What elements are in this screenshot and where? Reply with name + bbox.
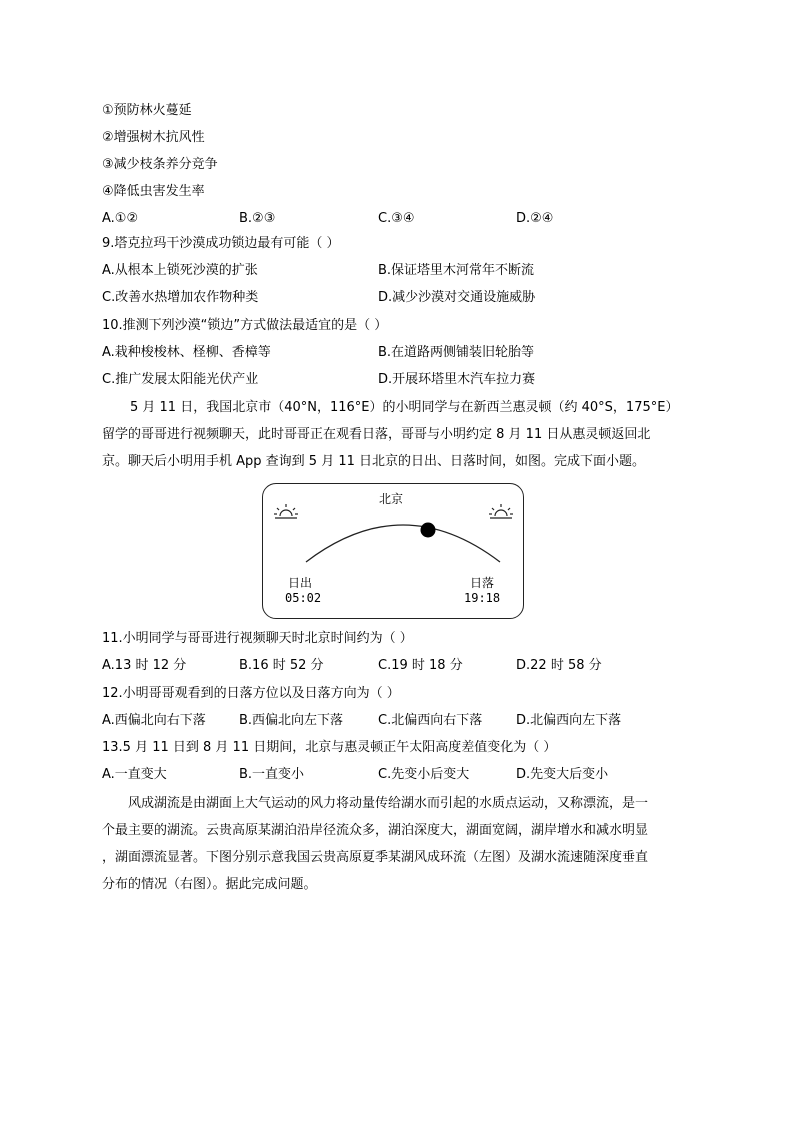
q11-choice-a[interactable]: A.13 时 12 分 [102, 658, 187, 673]
q9-choice-b[interactable]: B.保证塔里木河常年不断流 [378, 263, 535, 278]
q13-stem: 13.5 月 11 日到 8 月 11 日期间，北京与惠灵顿正午太阳高度差值变化为（ ） [102, 740, 557, 755]
q13-choice-b[interactable]: B.一直变小 [239, 767, 305, 782]
q9-stem: 9.塔克拉玛干沙漠成功锁边最有可能（ ） [102, 236, 340, 251]
q8-item-4: ④降低虫害发生率 [102, 184, 205, 199]
q8-choices [102, 210, 702, 228]
passage2-line-3: ，湖面漂流显著。下图分别示意我国云贵高原夏季某湖风成环流（左图）及湖水流速随深度垂直 [102, 850, 649, 865]
q11-choice-d[interactable]: D.22 时 58 分 [516, 658, 602, 673]
q8-choice-b[interactable]: B.②③ [239, 211, 276, 226]
q11-choices [102, 657, 702, 675]
q8-item-2: ②增强树木抗风性 [102, 130, 205, 145]
q8-choice-a[interactable]: A.①② [102, 211, 139, 226]
q12-stem: 12.小明哥哥观看到的日落方位以及日落方向为（ ） [102, 686, 400, 701]
q12-choice-d[interactable]: D.北偏西向左下落 [516, 713, 622, 728]
q12-choice-b[interactable]: B.西偏北向左下落 [239, 713, 344, 728]
q13-choices [102, 766, 702, 784]
sun-path-diagram [262, 483, 524, 619]
q8-item-1: ①预防林火蔓延 [102, 103, 192, 118]
diagram-city-label: 北京 [379, 492, 404, 506]
sunset-label: 日落 [470, 576, 495, 590]
sunrise-label: 日出 [288, 576, 313, 590]
q8-choice-c[interactable]: C.③④ [378, 211, 415, 226]
sun-path-arc [306, 525, 500, 562]
q8-item-3: ③减少枝条养分竞争 [102, 157, 218, 172]
q13-choice-d[interactable]: D.先变大后变小 [516, 767, 609, 782]
q10-choice-b[interactable]: B.在道路两侧铺装旧轮胎等 [378, 345, 535, 360]
q11-choice-b[interactable]: B.16 时 52 分 [239, 658, 324, 673]
q11-choice-c[interactable]: C.19 时 18 分 [378, 658, 463, 673]
q10-choice-c[interactable]: C.推广发展太阳能光伏产业 [102, 372, 259, 387]
passage-sunset [102, 394, 692, 475]
passage2-line-1: 风成湖流是由湖面上大气运动的风力将动量传给湖水而引起的水质点运动，又称漂流，是一 [102, 796, 649, 811]
passage1-line-2: 留学的哥哥进行视频聊天，此时哥哥正在观看日落，哥哥与小明约定 8 月 11 日从惠灵顿返回北 [102, 427, 651, 442]
q9-choices-row2 [102, 289, 702, 307]
sun-position-dot [420, 522, 435, 537]
passage1-line-1: 5 月 11 日，我国北京市（40°N，116°E）的小明同学与在新西兰惠灵顿（约 40°S，175°E） [130, 400, 679, 415]
q10-choice-d[interactable]: D.开展环塔里木汽车拉力赛 [378, 372, 536, 387]
q9-choice-c[interactable]: C.改善水热增加农作物种类 [102, 290, 259, 305]
q10-choices-row2 [102, 371, 702, 389]
q13-choice-c[interactable]: C.先变小后变大 [378, 767, 470, 782]
q9-choice-a[interactable]: A.从根本上锁死沙漠的扩张 [102, 263, 258, 278]
q10-stem: 10.推测下列沙漠“锁边”方式做法最适宜的是（ ） [102, 318, 388, 333]
q12-choice-c[interactable]: C.北偏西向右下落 [378, 713, 483, 728]
passage1-line-3: 京。聊天后小明用手机 App 查询到 5 月 11 日北京的日出、日落时间，如图。完成下面小题。 [102, 454, 646, 469]
passage2-line-4: 分布的情况（右图）。据此完成问题。 [102, 877, 317, 892]
passage-lake-current [102, 790, 692, 898]
q8-choice-d[interactable]: D.②④ [516, 211, 554, 226]
sunrise-time: 05:02 [285, 591, 322, 605]
q9-choices-row1 [102, 262, 702, 280]
passage2-line-2: 个最主要的湖流。云贵高原某湖泊沿岸径流众多，湖泊深度大，湖面宽阔，湖岸增水和减水明显 [102, 823, 649, 838]
sunset-time: 19:18 [464, 591, 501, 605]
sunset-icon [489, 504, 513, 518]
q10-choices-row1 [102, 344, 702, 362]
q12-choice-a[interactable]: A.西偏北向右下落 [102, 713, 206, 728]
q13-choice-a[interactable]: A.一直变大 [102, 767, 167, 782]
q12-choices [102, 712, 702, 730]
q10-choice-a[interactable]: A.栽种梭梭林、柽柳、香樟等 [102, 345, 271, 360]
q9-choice-d[interactable]: D.减少沙漠对交通设施威胁 [378, 290, 536, 305]
q11-stem: 11.小明同学与哥哥进行视频聊天时北京时间约为（ ） [102, 631, 413, 646]
sunrise-icon [274, 504, 298, 518]
